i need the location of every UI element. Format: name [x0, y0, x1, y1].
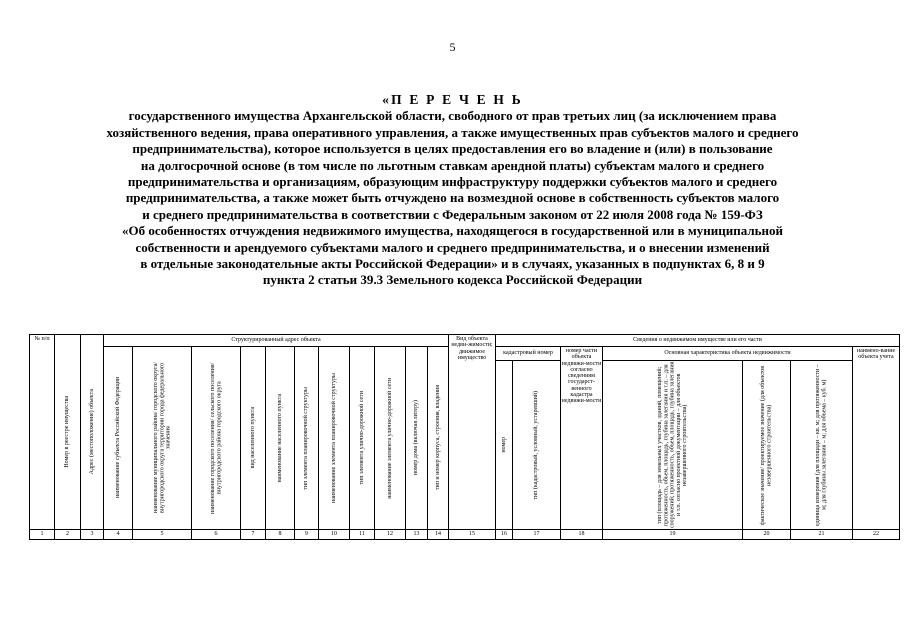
- col-header-char-unit: единица измерения (для площади – кв. м; для протяженности – м; для глубины залегания – м; для объема – куб. м): [791, 361, 853, 530]
- col-header-structured-address: Структурированный адрес объекта: [104, 335, 449, 347]
- col-number: 19: [603, 530, 743, 540]
- title-line: на долгосрочной основе (в том числе по льготным ставкам арендной платы) субъектам малого и среднего: [140, 157, 765, 173]
- col-number: 6: [192, 530, 241, 540]
- col-header-realty-info: Сведения о недвижимом имуществе или его части: [496, 335, 900, 347]
- col-header-street-type: тип элемента улично-дорожной сети: [350, 347, 375, 530]
- col-number: 11: [350, 530, 375, 540]
- col-header-cadastral: кадастровый номер: [496, 347, 561, 361]
- page-number: 5: [449, 40, 456, 54]
- col-header-char-value: фактическое значение/ проектируемое значение (для объектов незавершенного строительства): [743, 361, 791, 530]
- col-number: 1: [30, 530, 55, 540]
- col-header-number: № п/п: [30, 335, 55, 530]
- col-header-house-number: номер дома (включая литеру): [406, 347, 428, 530]
- title-line: государственного имущества Архангельской области, свободного от прав третьих лиц (за исключением права: [128, 108, 777, 124]
- col-number: 10: [319, 530, 350, 540]
- col-header-cadastral-number: номер: [496, 361, 513, 530]
- col-number: 14: [428, 530, 449, 540]
- col-header-street-name: наименование элемента улично-дорожной сети: [375, 347, 406, 530]
- title-line: собственности и арендуемого субъектами малого и среднего предпринимательства, и о внесении изменений: [135, 239, 770, 255]
- title-line: в отдельные законодательные акты Российской Федерации» и в случаях, указанных в подпунктах 6, 8 и 9: [140, 256, 765, 272]
- col-number: 7: [241, 530, 266, 540]
- col-number: 20: [743, 530, 791, 540]
- col-number: 2: [55, 530, 81, 540]
- title-line: «П Е Р Е Ч Е Н Ь: [382, 92, 523, 107]
- col-header-municipal-district: наименование муниципального района/ городского округа/ внутригородского округа территории города федерального значения: [133, 347, 192, 530]
- title-line: предпринимательства, а также может быть отчуждено на возмездной основе в собственность субъектов малого: [125, 190, 780, 206]
- col-header-locality-type: вид населенного пункта: [241, 347, 266, 530]
- col-number: 5: [133, 530, 192, 540]
- col-header-settlement: наименование городского поселения/ сельского поселения/внутригородского района городского округа: [192, 347, 241, 530]
- col-header-building: тип и номер корпуса, строения, владения: [428, 347, 449, 530]
- col-number: 3: [81, 530, 104, 540]
- title-line: пункта 2 статьи 39.3 Земельного кодекса Российской Федерации: [262, 272, 643, 288]
- title-line: хозяйственного ведения, права оперативного управления, а также имущественных прав субъектов малого и среднего: [106, 124, 799, 140]
- col-header-part-number: номер части объекта недвижи-мости согласно сведениям государст-венного кадастра недвижи-мости: [561, 347, 603, 530]
- register-table: [29, 334, 900, 540]
- col-header-address: Адрес (местоположение) объекта: [81, 335, 104, 530]
- col-header-registry-number: Номер в реестре имущества: [55, 335, 81, 530]
- col-number: 15: [449, 530, 496, 540]
- col-number: 22: [853, 530, 900, 540]
- col-number: 13: [406, 530, 428, 540]
- col-number: 21: [791, 530, 853, 540]
- col-header-planning-type: тип элемента планировочной структуры: [295, 347, 319, 530]
- col-number: 18: [561, 530, 603, 540]
- title-line: предпринимательства), которое используется в целях предоставления его во владение и (или) в пользование: [132, 141, 773, 157]
- col-header-subject: наименование субъекта Российской Федерации: [104, 347, 133, 530]
- col-number: 17: [513, 530, 561, 540]
- col-number: 9: [295, 530, 319, 540]
- title-line: и среднего предпринимательства в соответствии с Федеральным законом от 22 июля 2008 года № 159-ФЗ: [142, 206, 763, 222]
- col-header-locality-name: наименование населенного пункта: [266, 347, 295, 530]
- col-header-cadastral-type: тип (кадастровый, условный, устаревший): [513, 361, 561, 530]
- title-line: предпринимательства и организациям, образующим инфраструктуру поддержки субъектов малого и среднего: [127, 174, 778, 190]
- title-line: «Об особенностях отчуждения недвижимого имущества, находящегося в государственной или в муниципальной: [122, 223, 783, 239]
- col-number: 16: [496, 530, 513, 540]
- col-header-char-type: тип (площадь – для земельных участков, зданий, помещений; протяженность, объем, площадь, глубина залегания и т.п. – для сооружений; протяженность, объем, площадь, глубина залегания и т.п. согласно проектной документации – для объектов незавершенного строительства): [603, 361, 743, 530]
- col-header-characteristics: Основная характеристика объекта недвижимости: [603, 347, 853, 361]
- col-header-object-type: Вид объекта недви-жимости; движимое имущество: [449, 335, 496, 530]
- col-header-planning-name: наименование элемента планировочной структуры: [319, 347, 350, 530]
- col-header-object-name: наимено-вание объекта учета: [853, 347, 900, 530]
- col-number: 4: [104, 530, 133, 540]
- col-number: 8: [266, 530, 295, 540]
- document-title: [40, 92, 865, 289]
- col-number: 12: [375, 530, 406, 540]
